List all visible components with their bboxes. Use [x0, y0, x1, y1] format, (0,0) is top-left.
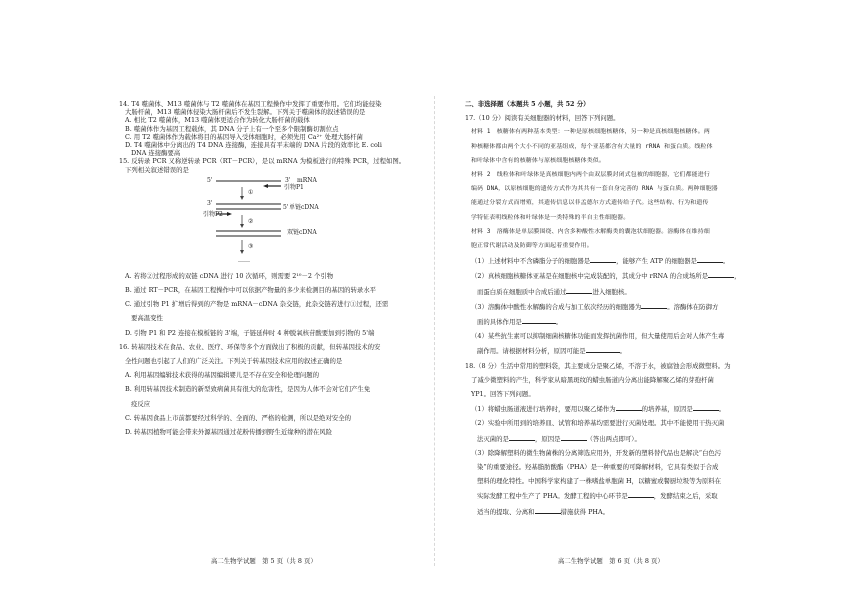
question-18-stem-line: 了减少微塑料的产生，科学家从暗黑斑纹的蜡虫肠道内分离出能降解聚乙烯的芽孢杆菌 — [471, 375, 714, 384]
label-mrna: mRNA — [297, 176, 317, 184]
question-14-option-d-cont: DNA 连接酶要高 — [131, 149, 181, 158]
answer-blank[interactable] — [522, 317, 556, 324]
step2-arrowhead — [240, 224, 244, 228]
question-17 — [465, 114, 765, 355]
label-double-cdna: 双链cDNA — [287, 228, 317, 236]
question-18-sub-3: （3）除降解塑料的微生物菌株的分离筛选应用外，开发新的塑料替代品也是解决“白色污 — [471, 448, 722, 457]
answer-blank[interactable] — [628, 491, 654, 498]
right-page-footer: 高二生物学试题 第 6 页（共 8 页） — [558, 557, 664, 565]
question-14 — [119, 100, 425, 157]
material-line: 种核糖体都由两个大小不同的亚基组成，每个亚基都含有大量的 rRNA 和蛋白质。线粒体 — [471, 143, 713, 150]
step1-arrowhead — [240, 196, 244, 200]
question-18-sub-1: （1）将蜡虫肠道液进行培养时，要用以聚乙烯作为 的培养基，原因是 。 — [471, 405, 726, 414]
answer-blank[interactable] — [590, 256, 616, 263]
step3-arrowhead — [240, 250, 244, 254]
label-5prime-mid: 5' — [283, 203, 289, 211]
label-5prime-top: 5' — [207, 176, 213, 184]
question-18-stem-line: 18.（8 分）生活中常用的塑料袋，其主要成分是聚乙烯，不溶于水，被腐蚀会形成微塑料。为 — [465, 361, 731, 370]
answer-blank[interactable] — [616, 404, 642, 411]
label-primer-p1: 引物P1 — [284, 183, 304, 191]
question-16-option-c: C. 转基因食品上市前都要经过科学的、全面的、严格的检测，所以是绝对安全的 — [125, 413, 352, 422]
question-16-stem-line: 全性问题也引起了人们的广泛关注。下列关于转基因技术应用的叙述正确的是 — [125, 357, 343, 366]
question-14-option-b: B. 噬菌体作为基因工程载体，其 DNA 分子上有一个至多个限制酶切割位点 — [125, 124, 339, 133]
question-15-option-a: A. 若将②过程形成的双链 cDNA 进行 10 次循环，则需要 2¹⁰－2 个引物 — [125, 271, 334, 280]
question-15-stem-line: 15. 反转录 PCR 又称逆转录 PCR（RT－PCR），是以 mRNA 为模板进行的特殊 PCR，过程如图。 — [119, 157, 406, 166]
question-17-sub-2: （2）真核细胞核糖体亚基是在细胞核中完成装配的，其成分中 rRNA 的合成场所是 ， — [471, 272, 741, 281]
rt-pcr-diagram — [119, 176, 425, 268]
left-page — [119, 100, 425, 436]
material-line: 和叶绿体中含有的核糖体与原核细胞核糖体类似。 — [471, 157, 605, 164]
material-line: 胞正常代谢活动及防御等方面起着重要作用。 — [471, 243, 593, 250]
question-17-sub-3: （3）溶酶体中酸性水解酶的合成与加工依次经历的细胞器为 。溶酶体在防御方 — [471, 302, 719, 311]
question-16-option-d: D. 转基因植物可能会带来外源基因通过花粉传播到野生近缘种的潜在风险 — [125, 428, 333, 437]
answer-blank[interactable] — [509, 434, 535, 441]
question-15-option-c: C. 通过引物 P1 扩增后得到的产物是 mRNA－cDNA 杂交链，此杂交链若进行①过程，还需 — [125, 300, 389, 309]
label-step2: ② — [248, 217, 254, 225]
question-14-stem-line: 14. T4 噬菌体、M13 噬菌体与 T2 噬菌体在基因工程操作中发挥了重要作用。它们均能侵染 — [119, 100, 382, 108]
question-18-sub-3-cont: 实际发酵工程中生产了 PHA。发酵工程的中心环节是 ，发酵结束之后，采取 — [477, 492, 718, 501]
question-14-option-c: C. 用 T2 噬菌体作为载体将目的基因导入受体细胞时，必须先用 Ca²⁺ 处理大肠杆菌 — [125, 132, 363, 141]
question-17-stem: 17.（10 分）阅读有关细胞器的材料，回答下列问题。 — [465, 114, 620, 123]
material-line: 材料 1 核糖体有两种基本类型：一种是原核细胞核糖体，另一种是真核细胞核糖体。两 — [471, 129, 710, 136]
question-18-sub-2-cont: 法灭菌的是 ，原因是 （答出两点即可）。 — [477, 434, 641, 443]
question-18-sub-3-cont: 染”的重要途径。羟基脂肪酸酯（PHA）是一种重要的可降解材料，它具有类似于合成 — [477, 463, 719, 472]
question-16-option-a: A. 利用基因编辑技术获得的基因编辑婴儿是不存在安全和伦理问题的 — [125, 371, 320, 380]
left-page-footer: 高二生物学试题 第 5 页（共 8 页） — [211, 557, 317, 565]
label-ellipsis: …… — [238, 256, 250, 264]
label-primer-p2: 引物P2 — [203, 210, 223, 218]
answer-blank[interactable] — [641, 302, 667, 309]
question-15-option-d: D. 引物 P1 和 P2 连接在模板链的 3'端，子链延伸时 4 种脱氧核苷酸要加到引物的 5'端 — [125, 328, 375, 337]
label-3prime-mid: 3' — [207, 199, 213, 207]
label-3prime-top: 3' — [285, 176, 291, 184]
question-14-option-a: A. 相比 T2 噬菌体，M13 噬菌体更适合作为转化大肠杆菌的载体 — [125, 116, 310, 125]
answer-blank[interactable] — [697, 256, 723, 263]
label-single-cdna: 单链cDNA — [289, 203, 319, 211]
material-line: 能通过分裂方式而增殖，其遗传信息以非孟德尔方式遗传给子代。这些结构、行为和遗传 — [471, 200, 709, 207]
question-17-sub-3-cont: 面的具体作用是 。 — [477, 318, 563, 327]
question-16-option-b: B. 利用转基因技术制造的新型致病菌具有很大的危害性，是因为人体不会对它们产生免 — [125, 385, 371, 394]
section-title: 二、非选择题（本题共 5 小题，共 52 分） — [465, 100, 590, 108]
answer-blank[interactable] — [561, 434, 587, 441]
question-16-stem-line: 16. 转基因技术在食品、农业、医疗、环保等多个方面做出了积极的贡献，但转基因技术的安 — [119, 342, 381, 351]
question-18 — [465, 362, 765, 516]
question-14-stem-line: 大肠杆菌，M13 噬菌体侵染大肠杆菌后不发生裂解。下列关于噬菌体的叙述错误的是 — [125, 108, 366, 117]
question-15-option-c-cont: 要高温变性 — [131, 314, 163, 323]
label-step1: ① — [248, 188, 254, 196]
question-14-option-d: D. T4 噬菌体中分离出的 T4 DNA 连接酶，连接具有平末端的 DNA 片段的效率比 E. coli — [125, 141, 382, 150]
question-15-stem-line: 下列相关叙述错误的是 — [125, 165, 189, 174]
primer-p1-arrowhead — [263, 184, 268, 188]
question-18-sub-3-cont: 塑料的理化特性。中国科学家构建了一株嗜盐单胞菌 H，以糖蜜或餐厨垃圾等为原料在 — [477, 477, 722, 486]
question-17-sub-1: （1）上述材料中不含磷脂分子的细胞器是 ，能够产生 ATP 的细胞器是 。 — [471, 257, 730, 266]
answer-blank[interactable] — [566, 287, 592, 294]
answer-blank[interactable] — [535, 507, 561, 514]
question-18-stem-line: YP1。回答下列问题。 — [471, 390, 535, 399]
page-divider — [434, 96, 435, 566]
question-18-sub-2: （2）实验中所用到的培养皿、试管和培养基均需要进行灭菌处理。其中不能使用干热灭菌 — [471, 419, 725, 428]
label-step3: ③ — [248, 242, 254, 250]
question-16-option-b-cont: 疫反应 — [131, 399, 151, 408]
question-17-sub-2-cont: 而蛋白质在细胞质中合成后通过 进入细胞核。 — [477, 287, 631, 296]
answer-blank[interactable] — [708, 271, 734, 278]
question-15 — [119, 157, 425, 336]
question-15-option-b: B. 通过 RT－PCR，在基因工程操作中可以依据产物量的多少来检测目的基因的转录水平 — [125, 286, 377, 295]
question-16 — [119, 343, 425, 436]
right-page — [465, 100, 765, 516]
material-line: 学特征表明线粒体和叶绿体是一类特殊的半自主性细胞器。 — [471, 214, 630, 221]
material-line: 编码 DNA，以原核细胞的遗传方式作为其共有一套自身完善的 RNA 与蛋白质。两种细胞器 — [471, 186, 718, 193]
answer-blank[interactable] — [693, 404, 719, 411]
question-17-sub-4-cont: 副作用。请根据材料分析，原因可能是 。 — [477, 347, 627, 356]
material-line: 材料 2 线粒体和叶绿体是真核细胞内两个由双层膜封闭式包被的细胞器，它们都能进行 — [471, 172, 710, 179]
answer-blank[interactable] — [586, 346, 620, 353]
material-line: 材料 3 溶酶体是单层膜围绕、内含多种酸性水解酶类的囊泡状细胞器。溶酶体在维持细 — [471, 228, 710, 235]
primer-p2-arrowhead — [227, 212, 232, 216]
question-18-sub-3-cont: 适当的提取、分离和 措施获得 PHA。 — [477, 507, 609, 516]
question-17-materials — [465, 128, 765, 250]
question-17-sub-4: （4）某些抗生素可以抑制细菌核糖体功能而发挥抗菌作用，但大量使用后会对人体产生毒 — [471, 332, 725, 341]
